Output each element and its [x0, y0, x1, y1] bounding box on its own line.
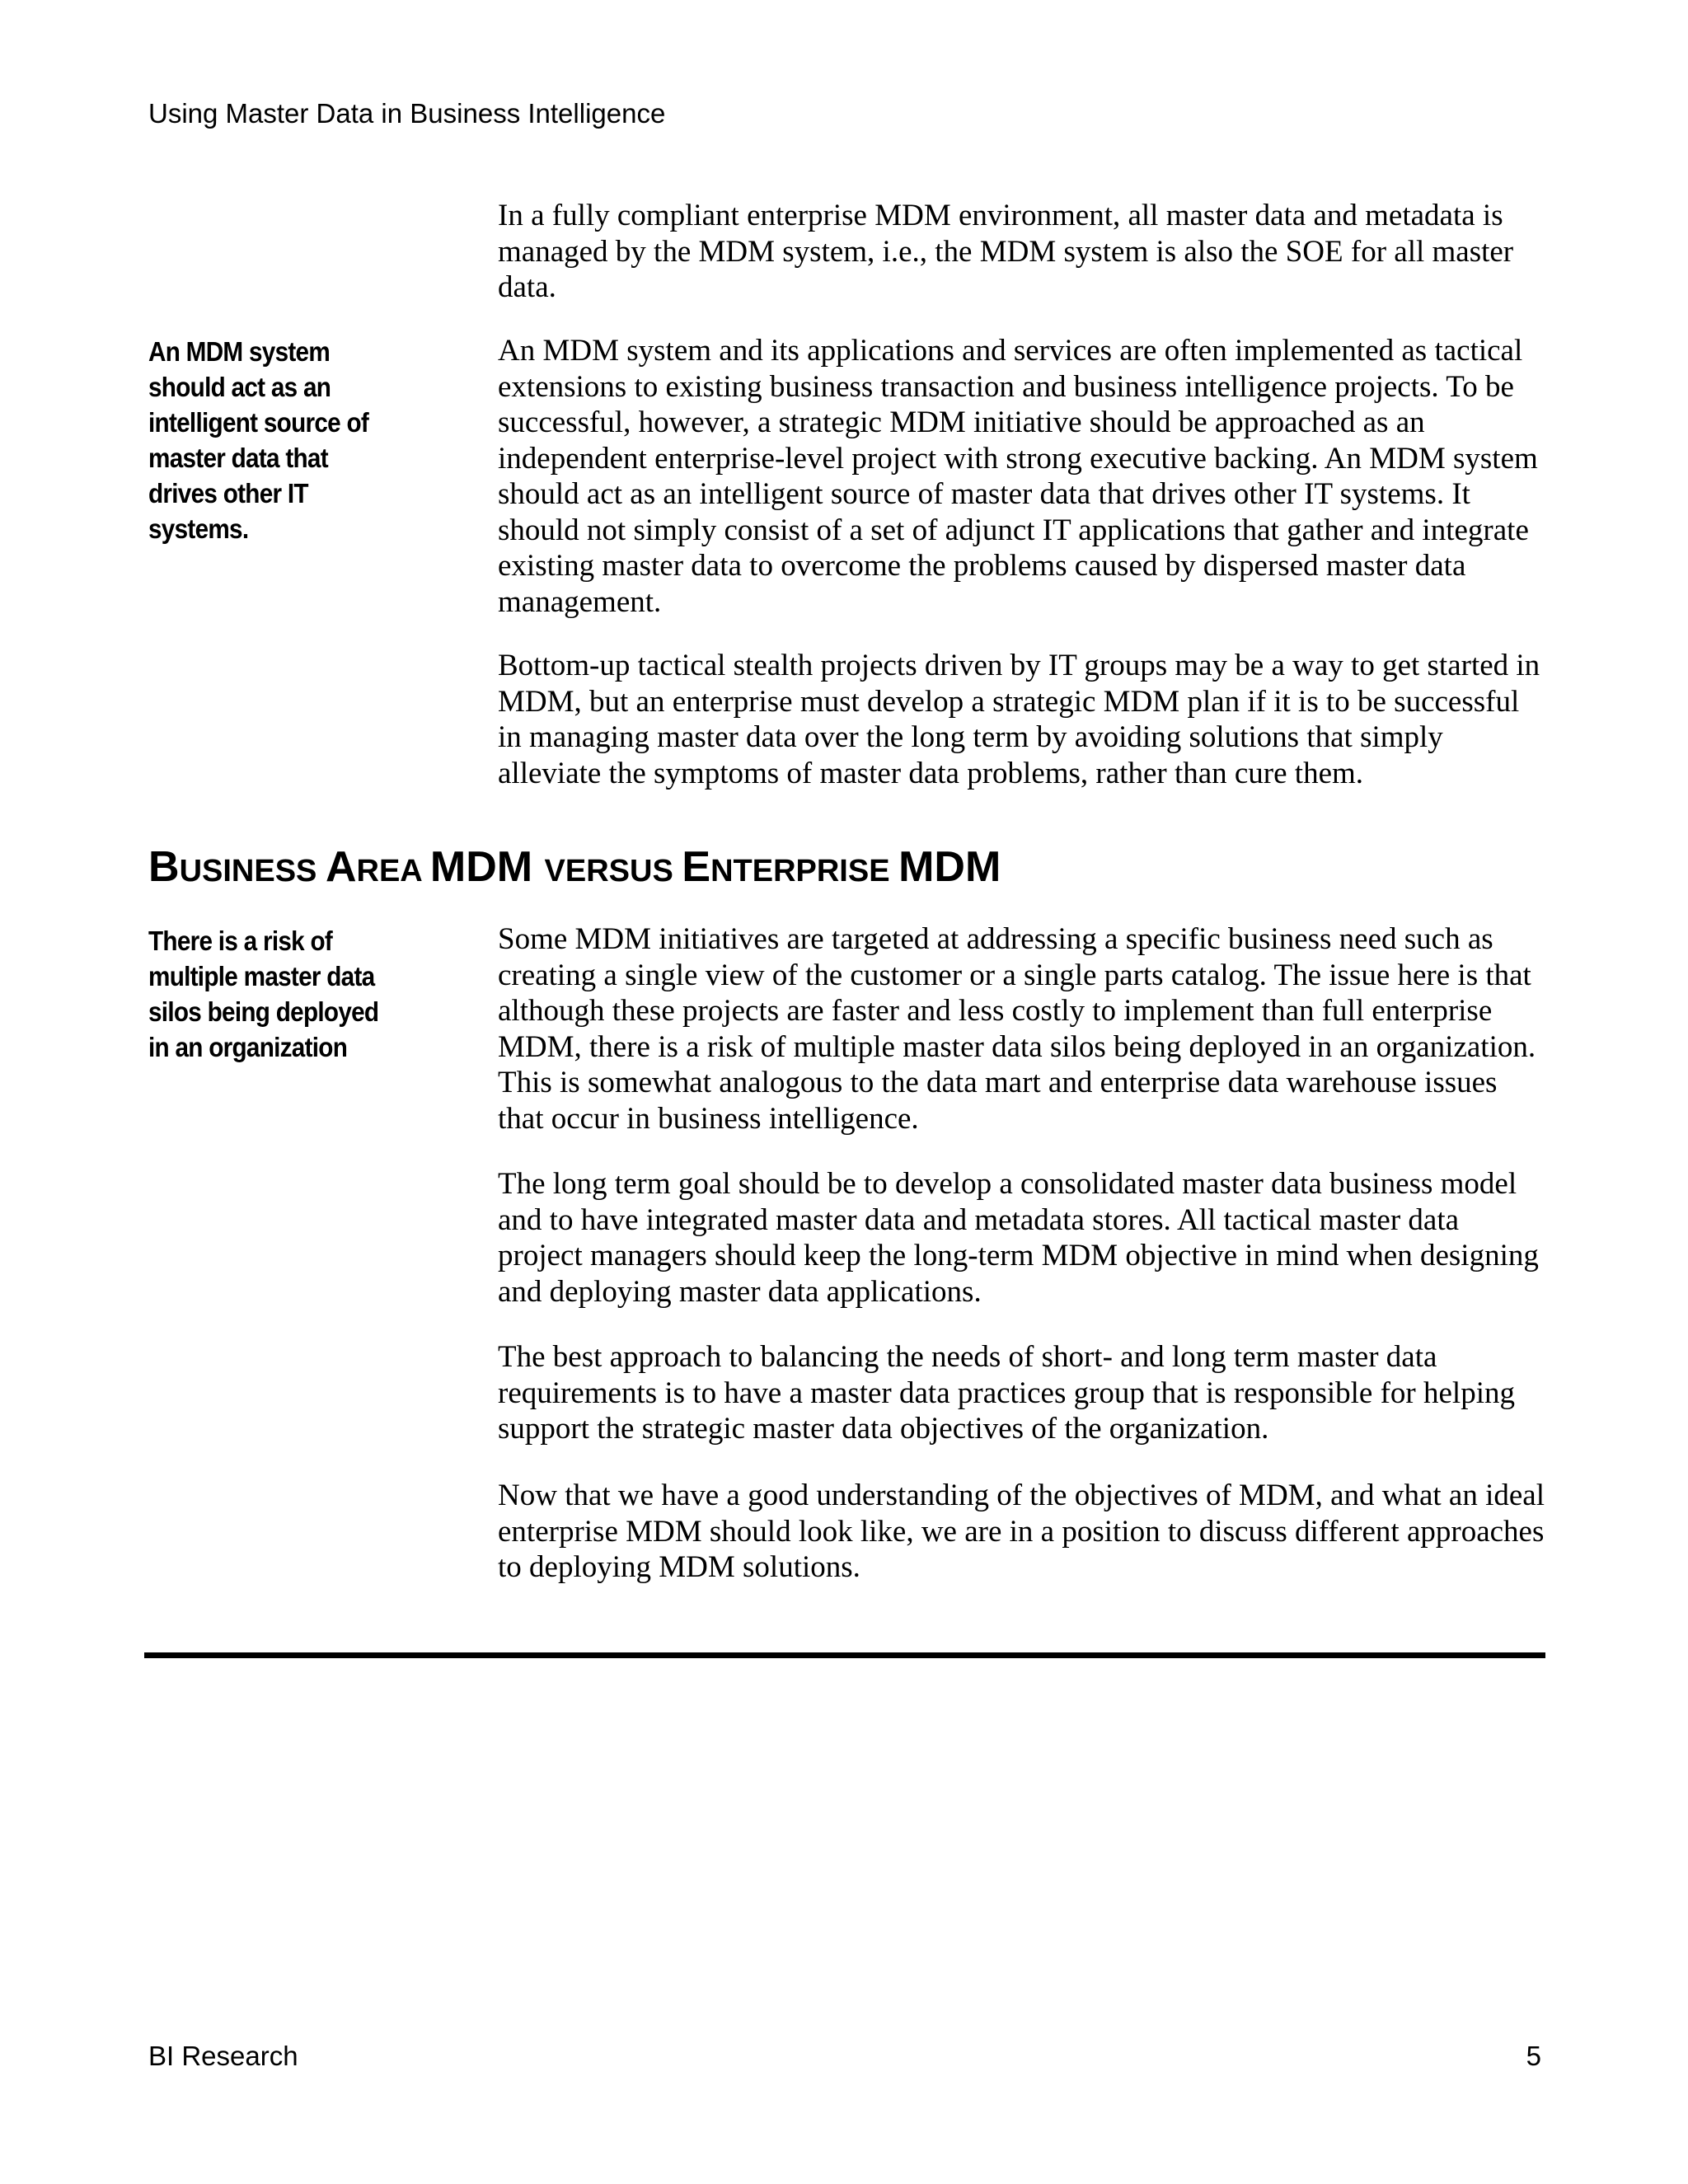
heading-smallcaps: USINESS	[179, 854, 326, 888]
footer-page-number: 5	[1526, 2041, 1541, 2071]
body-paragraph-2	[498, 333, 1549, 620]
paragraph-text: An MDM system and its applications and services are often implemented as tactical extensions to existing business transaction and business intelligence projects. To be successful, however, a strategic MDM initiative should be approached as an independent enterprise-level project with strong executive backing. An MDM system should act as an intelligent source of master data that drives other IT systems. It should not simply consist of a set of adjunct IT applications that gather and integrate existing master data to overcome the problems caused by dispersed master data management.	[498, 334, 1538, 619]
paragraph-text: Now that we have a good understanding of the objectives of MDM, and what an ideal enterprise MDM should look like, we are in a position to discuss different approaches to deploying MDM solutions.	[498, 1479, 1545, 1584]
section-heading	[148, 841, 1001, 898]
body-paragraph-1	[498, 198, 1549, 306]
running-header-title: Using Master Data in Business Intelligence	[148, 98, 666, 129]
heading-initial: E	[682, 843, 711, 891]
paragraph-text: Bottom-up tactical stealth projects driven by IT groups may be a way to get started in MDM, but an enterprise must develop a strategic MDM plan if it is to be successful in managing master data over the long term by avoiding solutions that simply alleviate the symptoms of master data problems, rather than cure them.	[498, 649, 1540, 790]
paragraph-text: Some MDM initiatives are targeted at addressing a specific business need such as creating a single view of the customer or a single parts catalog. The issue here is that although these projects are faster and less costly to implement than full enterprise MDM, there is a risk of multiple master data silos being deployed in an organization. This is somewhat analogous to the data mart and enterprise data warehouse issues that occur in business intelligence.	[498, 922, 1536, 1136]
heading-word: MDM	[429, 843, 545, 891]
heading-smallcaps: REA	[356, 854, 430, 888]
section-divider	[144, 1652, 1545, 1658]
heading-word: MDM	[898, 843, 1001, 891]
heading-initial: B	[148, 843, 180, 891]
heading-smallcaps: VERSUS	[544, 854, 682, 888]
body-paragraph-5	[498, 1166, 1549, 1310]
heading-smallcaps: NTERPRISE	[710, 854, 899, 888]
paragraph-text: The long term goal should be to develop a consolidated master data business model and to have integrated master data and metadata stores. All tactical master data project managers should keep the long-term MDM objective in mind when designing and deploying master data applications.	[498, 1167, 1539, 1309]
paragraph-text: In a fully compliant enterprise MDM environment, all master data and metadata is managed by the MDM system, i.e., the MDM system is also the SOE for all master data.	[498, 199, 1514, 304]
body-paragraph-3	[498, 648, 1549, 791]
heading-initial: A	[325, 843, 357, 891]
sidebar-note-mdm-source: An MDM system should act as an intelligent source of master data that drives other IT systems.	[148, 336, 369, 544]
body-paragraph-7	[498, 1478, 1549, 1586]
paragraph-text: The best approach to balancing the needs of short- and long term master data requirements is to have a master data practices group that is responsible for helping support the strategic master data objectives of the organization.	[498, 1340, 1515, 1446]
sidebar-note-silos-risk: There is a risk of multiple master data silos being deployed in an organization	[148, 926, 379, 1062]
footer-publisher: BI Research	[148, 2041, 298, 2071]
body-paragraph-6	[498, 1339, 1549, 1447]
body-paragraph-4	[498, 921, 1549, 1137]
